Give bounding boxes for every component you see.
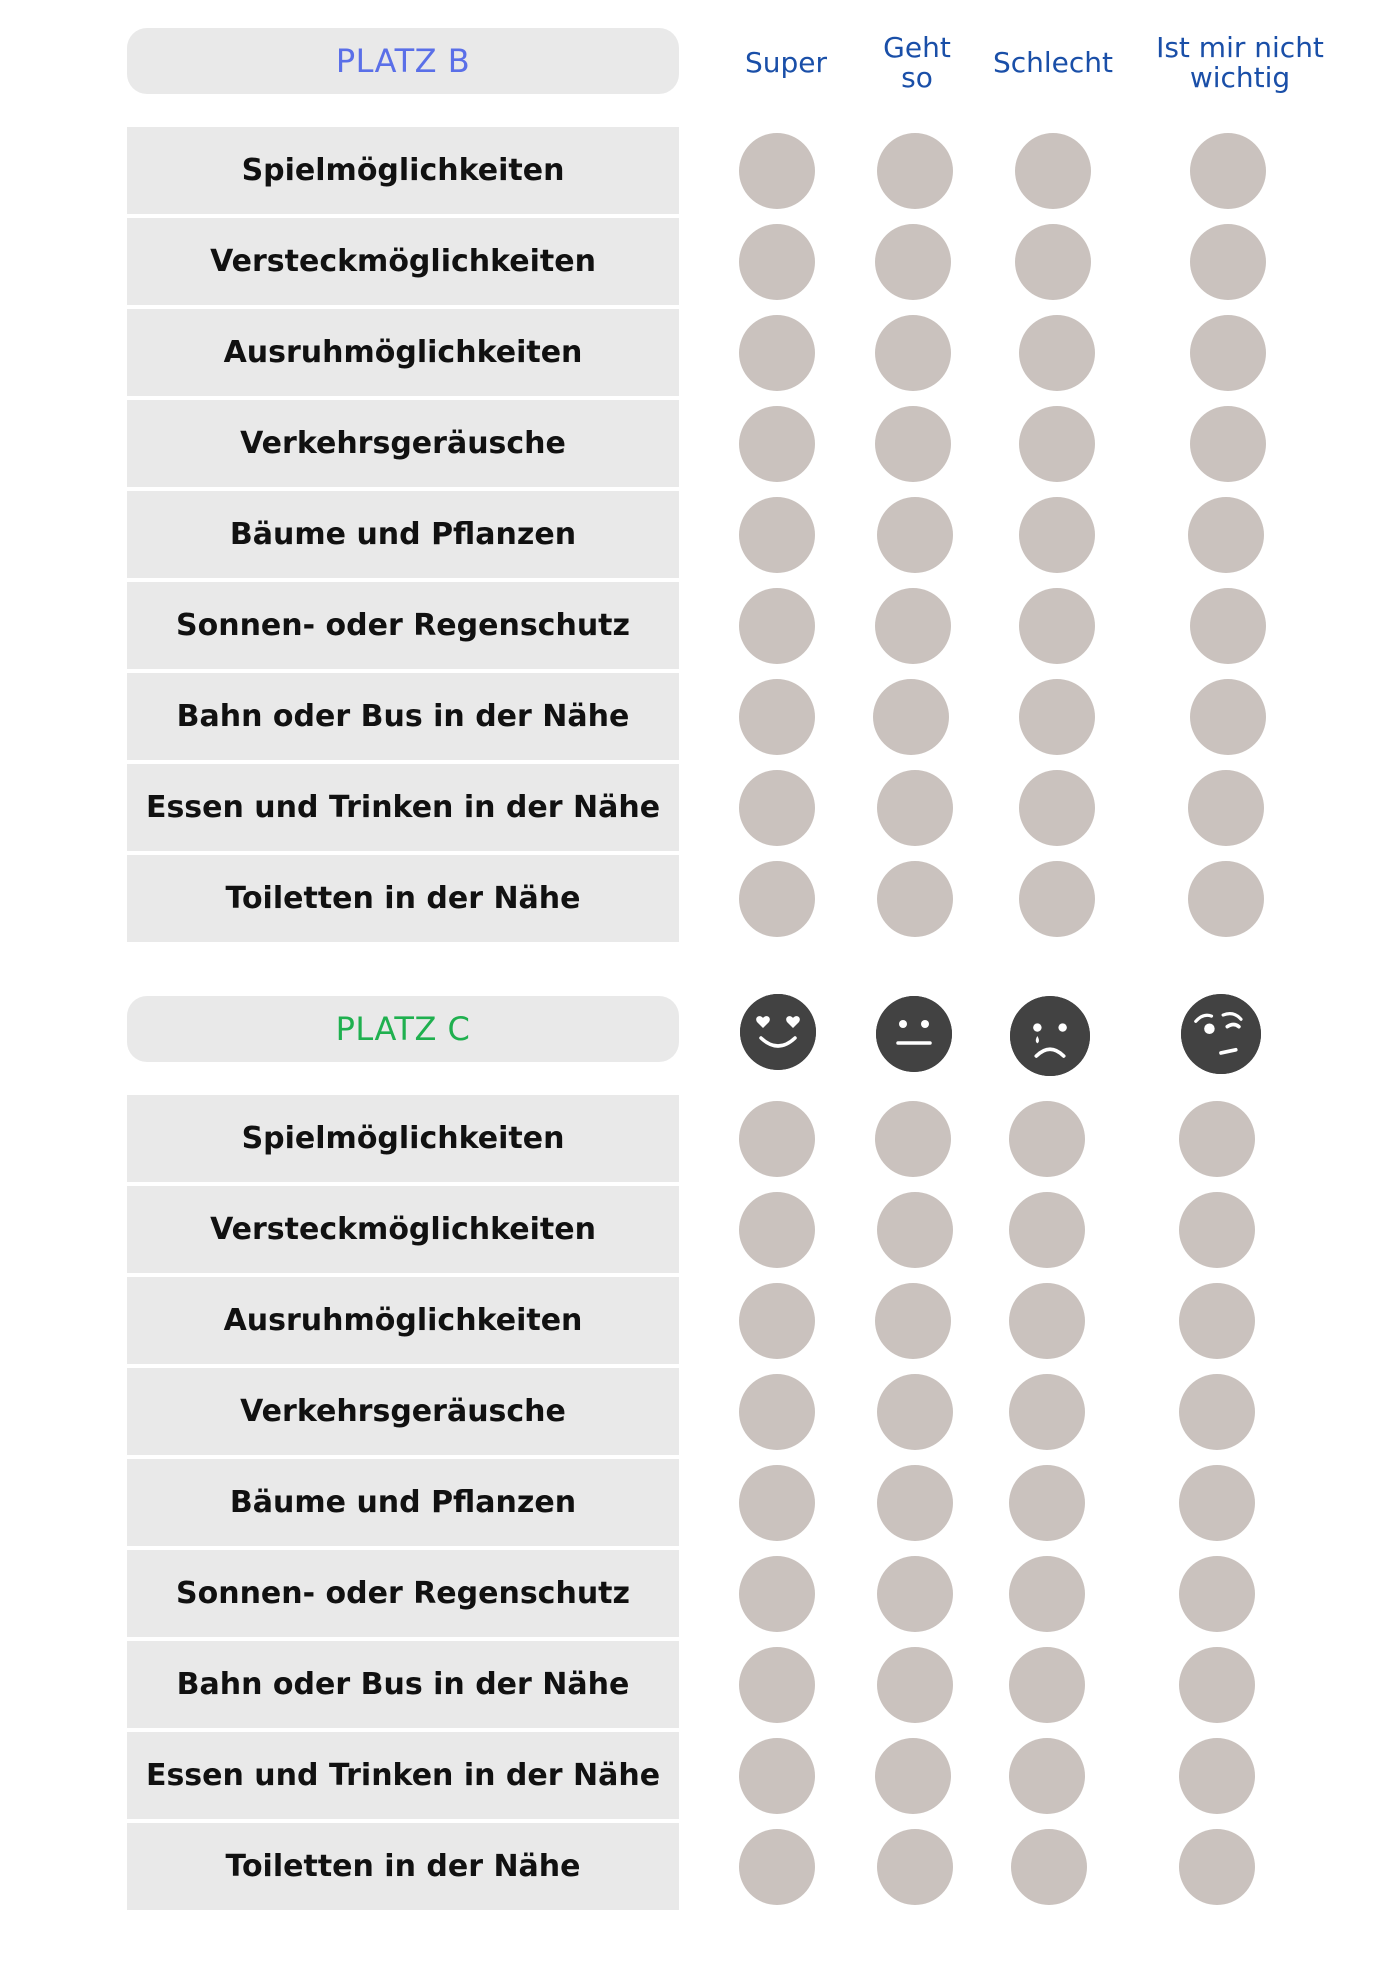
rating-geht-so-dot[interactable] [877, 1192, 953, 1268]
rating-schlecht-dot[interactable] [1019, 861, 1095, 937]
rating-super-dot[interactable] [739, 1465, 815, 1541]
column-header-ist-mir-nicht-wichtig: Ist mir nicht wichtig [1156, 31, 1324, 94]
rating-schlecht-dot[interactable] [1009, 1101, 1085, 1177]
column-header-geht-so: Geht so [883, 31, 951, 94]
criterion-label: Versteckmöglichkeiten [127, 1186, 679, 1273]
rating-schlecht-dot[interactable] [1019, 679, 1095, 755]
rating-geht-so-dot[interactable] [877, 861, 953, 937]
rating-schlecht-dot[interactable] [1019, 315, 1095, 391]
rating-geht-so-dot[interactable] [877, 497, 953, 573]
table-row [0, 1368, 1400, 1455]
table-row [0, 1641, 1400, 1728]
rating-geht-so-dot[interactable] [877, 1647, 953, 1723]
section-title: PLATZ C [127, 996, 679, 1062]
rating-geht-so-dot[interactable] [875, 1101, 951, 1177]
criterion-label: Sonnen- oder Regenschutz [127, 582, 679, 669]
rating-nicht-wichtig-dot[interactable] [1190, 224, 1266, 300]
rating-super-dot[interactable] [739, 406, 815, 482]
rating-geht-so-dot[interactable] [877, 1556, 953, 1632]
table-row [0, 1459, 1400, 1546]
table-row [0, 764, 1400, 851]
rating-geht-so-dot[interactable] [875, 224, 951, 300]
rating-geht-so-dot[interactable] [873, 679, 949, 755]
rating-nicht-wichtig-dot[interactable] [1190, 679, 1266, 755]
table-row [0, 1732, 1400, 1819]
rating-geht-so-dot[interactable] [877, 1829, 953, 1905]
rating-schlecht-dot[interactable] [1009, 1647, 1085, 1723]
rating-super-dot[interactable] [739, 1647, 815, 1723]
rating-super-dot[interactable] [739, 588, 815, 664]
rating-geht-so-dot[interactable] [875, 1738, 951, 1814]
criterion-label: Essen und Trinken in der Nähe [127, 764, 679, 851]
table-row [0, 1550, 1400, 1637]
rating-geht-so-dot[interactable] [875, 406, 951, 482]
table-row [0, 309, 1400, 396]
rating-geht-so-dot[interactable] [877, 1465, 953, 1541]
rating-schlecht-dot[interactable] [1019, 588, 1095, 664]
rating-nicht-wichtig-dot[interactable] [1188, 770, 1264, 846]
rating-nicht-wichtig-dot[interactable] [1179, 1738, 1255, 1814]
table-row [0, 1095, 1400, 1182]
column-header-super: Super [744, 46, 828, 79]
rating-schlecht-dot[interactable] [1009, 1192, 1085, 1268]
rating-super-dot[interactable] [739, 679, 815, 755]
criterion-label: Spielmöglichkeiten [127, 127, 679, 214]
rating-nicht-wichtig-dot[interactable] [1179, 1829, 1255, 1905]
rating-nicht-wichtig-dot[interactable] [1179, 1192, 1255, 1268]
rating-super-dot[interactable] [739, 1192, 815, 1268]
table-row [0, 582, 1400, 669]
column-header-schlecht: Schlecht [992, 46, 1114, 79]
rating-geht-so-dot[interactable] [877, 133, 953, 209]
criterion-label: Bahn oder Bus in der Nähe [127, 673, 679, 760]
rating-super-dot[interactable] [739, 770, 815, 846]
rating-nicht-wichtig-dot[interactable] [1179, 1465, 1255, 1541]
rating-super-dot[interactable] [739, 1283, 815, 1359]
rating-nicht-wichtig-dot[interactable] [1179, 1283, 1255, 1359]
rating-nicht-wichtig-dot[interactable] [1190, 406, 1266, 482]
table-row [0, 1823, 1400, 1910]
table-row [0, 218, 1400, 305]
rating-nicht-wichtig-dot[interactable] [1188, 861, 1264, 937]
rating-nicht-wichtig-dot[interactable] [1190, 315, 1266, 391]
criterion-label: Toiletten in der Nähe [127, 855, 679, 942]
criterion-label: Verkehrsgeräusche [127, 1368, 679, 1455]
rating-nicht-wichtig-dot[interactable] [1179, 1556, 1255, 1632]
skeptical-face-icon [1181, 994, 1261, 1074]
criterion-label: Sonnen- oder Regenschutz [127, 1550, 679, 1637]
rating-super-dot[interactable] [739, 497, 815, 573]
rating-schlecht-dot[interactable] [1015, 133, 1091, 209]
rating-geht-so-dot[interactable] [877, 770, 953, 846]
rating-schlecht-dot[interactable] [1019, 406, 1095, 482]
rating-super-dot[interactable] [739, 315, 815, 391]
rating-geht-so-dot[interactable] [875, 1283, 951, 1359]
rating-super-dot[interactable] [739, 133, 815, 209]
criterion-label: Bäume und Pflanzen [127, 491, 679, 578]
table-row [0, 127, 1400, 214]
heart-eyes-smile-face-icon [740, 994, 816, 1070]
criterion-label: Ausruhmöglichkeiten [127, 1277, 679, 1364]
rating-super-dot[interactable] [739, 1556, 815, 1632]
rating-schlecht-dot[interactable] [1009, 1738, 1085, 1814]
table-row [0, 673, 1400, 760]
rating-nicht-wichtig-dot[interactable] [1188, 497, 1264, 573]
criterion-label: Toiletten in der Nähe [127, 1823, 679, 1910]
table-row [0, 491, 1400, 578]
criterion-label: Verkehrsgeräusche [127, 400, 679, 487]
rating-schlecht-dot[interactable] [1009, 1283, 1085, 1359]
rating-nicht-wichtig-dot[interactable] [1190, 588, 1266, 664]
table-row [0, 1277, 1400, 1364]
rating-super-dot[interactable] [739, 861, 815, 937]
rating-geht-so-dot[interactable] [875, 588, 951, 664]
rating-super-dot[interactable] [739, 1374, 815, 1450]
rating-schlecht-dot[interactable] [1015, 224, 1091, 300]
sad-tear-face-icon [1010, 996, 1090, 1076]
rating-super-dot[interactable] [739, 224, 815, 300]
rating-nicht-wichtig-dot[interactable] [1179, 1101, 1255, 1177]
rating-super-dot[interactable] [739, 1738, 815, 1814]
table-row [0, 1186, 1400, 1273]
table-row [0, 400, 1400, 487]
rating-schlecht-dot[interactable] [1009, 1374, 1085, 1450]
rating-schlecht-dot[interactable] [1009, 1556, 1085, 1632]
rating-nicht-wichtig-dot[interactable] [1179, 1647, 1255, 1723]
rating-schlecht-dot[interactable] [1011, 1829, 1087, 1905]
rating-schlecht-dot[interactable] [1009, 1465, 1085, 1541]
rating-super-dot[interactable] [739, 1101, 815, 1177]
neutral-face-icon [876, 996, 952, 1072]
rating-nicht-wichtig-dot[interactable] [1179, 1374, 1255, 1450]
criterion-label: Bäume und Pflanzen [127, 1459, 679, 1546]
rating-schlecht-dot[interactable] [1019, 770, 1095, 846]
criterion-label: Versteckmöglichkeiten [127, 218, 679, 305]
rating-super-dot[interactable] [739, 1829, 815, 1905]
criterion-label: Bahn oder Bus in der Nähe [127, 1641, 679, 1728]
criterion-label: Ausruhmöglichkeiten [127, 309, 679, 396]
criterion-label: Spielmöglichkeiten [127, 1095, 679, 1182]
rating-geht-so-dot[interactable] [877, 1374, 953, 1450]
section-title: PLATZ B [127, 28, 679, 94]
table-row [0, 855, 1400, 942]
rating-nicht-wichtig-dot[interactable] [1190, 133, 1266, 209]
criterion-label: Essen und Trinken in der Nähe [127, 1732, 679, 1819]
rating-geht-so-dot[interactable] [875, 315, 951, 391]
rating-schlecht-dot[interactable] [1019, 497, 1095, 573]
